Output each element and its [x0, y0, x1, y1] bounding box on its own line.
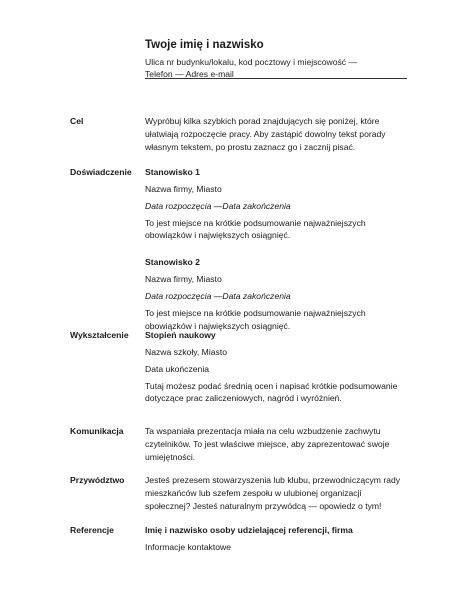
education-date[interactable]: Data ukończenia	[145, 363, 210, 374]
section-content-experience	[145, 166, 405, 332]
section-content-leadership	[145, 474, 405, 512]
reference-contact[interactable]: Informacje kontaktowe	[145, 542, 231, 552]
section-label-objective: Cel	[70, 116, 84, 126]
education-degree[interactable]: Stopień naukowy	[145, 330, 216, 340]
job-dates[interactable]: Data rozpoczęcia —Data zakończenia	[145, 200, 291, 211]
contact-line-phone-email[interactable]: Telefon — Adres e-mail	[145, 69, 234, 79]
objective-text[interactable]: Wypróbuj kilka szybkich porad znajdujących się poniżej, które ułatwiają rozpoczęcie pracy. Aby zastąpić dowolny tekst porady własnym tekstem, po prostu zaznacz go i zacznij pisać.	[145, 116, 386, 152]
education-school[interactable]: Nazwa szkoły, Miasto	[145, 347, 227, 357]
job-dates[interactable]: Data rozpoczęcia —Data zakończenia	[145, 290, 291, 301]
education-summary[interactable]: Tutaj możesz podać średnią ocen i napisać krótkie podsumowanie dotyczące prac zaliczeniowych, nagród i wyróżnień.	[145, 380, 398, 404]
job-summary[interactable]: To jest miejsce na krótkie podsumowanie najważniejszych obowiązków i największych osiągnięć.	[145, 307, 366, 331]
job-summary[interactable]: To jest miejsce na krótkie podsumowanie najważniejszych obowiązków i największych osiągnięć.	[145, 217, 366, 241]
section-content-communication	[145, 425, 405, 463]
header-divider	[145, 78, 407, 79]
job-title[interactable]: Stanowisko 1	[145, 167, 200, 177]
person-name[interactable]: Twoje imię i nazwisko	[145, 39, 264, 51]
section-label-references: Referencje	[70, 525, 114, 535]
section-label-education: Wykształcenie	[70, 330, 129, 340]
reference-name[interactable]: Imię i nazwisko osoby udzielającej referencji, firma	[145, 525, 353, 535]
job-company[interactable]: Nazwa firmy, Miasto	[145, 274, 222, 285]
job-company[interactable]: Nazwa firmy, Miasto	[145, 184, 222, 194]
section-label-experience: Doświadczenie	[70, 167, 132, 177]
resume-header	[145, 38, 407, 80]
job-title[interactable]: Stanowisko 2	[145, 257, 200, 268]
communication-text[interactable]: Ta wspaniała prezentacja miała na celu wzbudzenie zachwytu czytelników. To jest właściwe miejsce, aby zaprezentować swoje umiejętności.	[145, 426, 390, 462]
section-content-references	[145, 524, 405, 554]
section-content-objective	[145, 115, 405, 153]
section-label-leadership: Przywództwo	[70, 475, 125, 485]
section-content-education	[145, 329, 405, 405]
contact-line-address[interactable]: Ulica nr budynku/lokalu, kod pocztowy i miejscowość —	[145, 57, 358, 67]
leadership-text[interactable]: Jesteś prezesem stowarzyszenia lub klubu, przewodniczącym rady mieszkańców lub szefem zespołu w ulubionej organizacji społecznej? Jesteś naturalnym przywódcą — opowiedz o tym!	[145, 475, 401, 511]
section-label-communication: Komunikacja	[70, 426, 124, 436]
